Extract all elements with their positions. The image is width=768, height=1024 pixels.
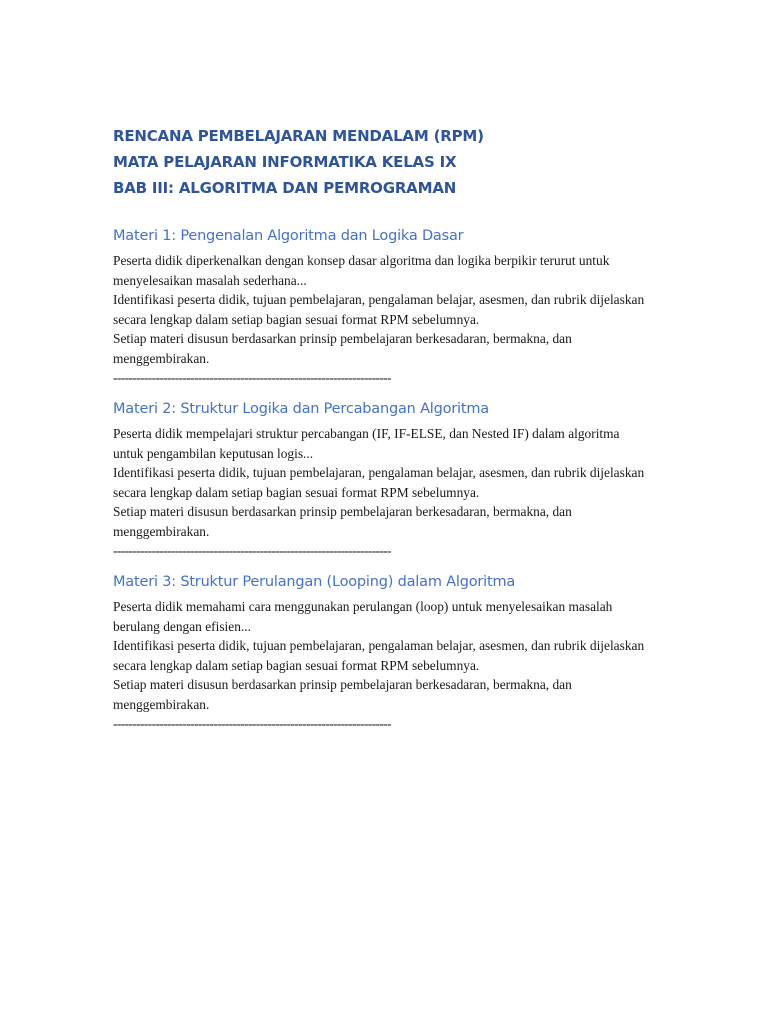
section-separator: ------------------------------------------------------------------------ — [113, 716, 391, 731]
section-closing: Setiap materi disusun berdasarkan prinsip pembelajaran berkesadaran, bermakna, dan menggembirakan. — [113, 331, 572, 366]
section-identification: Identifikasi peserta didik, tujuan pembelajaran, pengalaman belajar, asesmen, dan rubrik dijelaskan secara lengkap dalam setiap bagian sesuai format RPM sebelumnya. — [113, 638, 645, 673]
section-materi-3 — [113, 573, 653, 733]
section-heading: Materi 3: Struktur Perulangan (Looping) dalam Algoritma — [113, 574, 516, 590]
section-materi-2 — [113, 400, 653, 560]
title-line: RENCANA PEMBELAJARAN MENDALAM (RPM) — [113, 127, 484, 145]
section-closing: Setiap materi disusun berdasarkan prinsip pembelajaran berkesadaran, bermakna, dan menggembirakan. — [113, 677, 572, 712]
section-heading: Materi 2: Struktur Logika dan Percabangan Algoritma — [113, 401, 489, 417]
section-intro: Peserta didik memahami cara menggunakan perulangan (loop) untuk menyelesaikan masalah berulang dengan efisien... — [113, 599, 613, 634]
title-line: MATA PELAJARAN INFORMATIKA KELAS IX — [113, 153, 457, 171]
section-intro: Peserta didik mempelajari struktur percabangan (IF, IF-ELSE, dan Nested IF) dalam algoritma untuk pengambilan keputusan logis... — [113, 426, 620, 461]
document-content — [113, 123, 653, 746]
section-intro: Peserta didik diperkenalkan dengan konsep dasar algoritma dan logika berpikir terurut untuk menyelesaikan masalah sederhana... — [113, 253, 610, 288]
section-materi-1 — [113, 227, 653, 387]
section-heading: Materi 1: Pengenalan Algoritma dan Logika Dasar — [113, 228, 464, 244]
title-line: BAB III: ALGORITMA DAN PEMROGRAMAN — [113, 179, 457, 197]
section-identification: Identifikasi peserta didik, tujuan pembelajaran, pengalaman belajar, asesmen, dan rubrik dijelaskan secara lengkap dalam setiap bagian sesuai format RPM sebelumnya. — [113, 465, 645, 500]
section-separator: ------------------------------------------------------------------------ — [113, 370, 391, 385]
section-identification: Identifikasi peserta didik, tujuan pembelajaran, pengalaman belajar, asesmen, dan rubrik dijelaskan secara lengkap dalam setiap bagian sesuai format RPM sebelumnya. — [113, 292, 645, 327]
document-title — [113, 123, 653, 201]
section-closing: Setiap materi disusun berdasarkan prinsip pembelajaran berkesadaran, bermakna, dan menggembirakan. — [113, 504, 572, 539]
section-separator: ------------------------------------------------------------------------ — [113, 543, 391, 558]
